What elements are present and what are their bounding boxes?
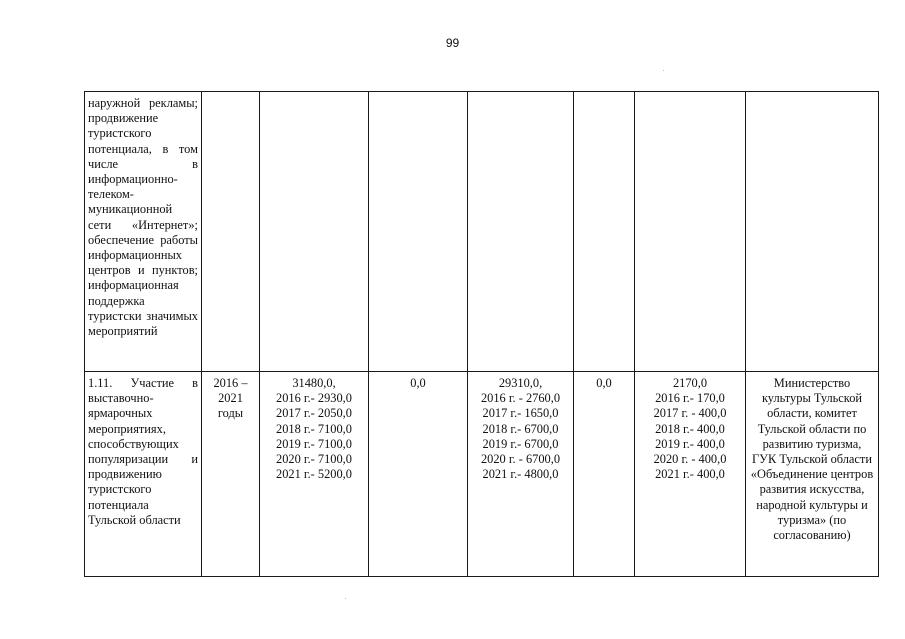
funding-col5-sum: 29310,0, [498,376,543,390]
responsible-executors-cell: Министерство культуры Тульской области, комитет Тульской области по развитию туризма, ГУК Тульской области «Объединение центров развития искусства, народной культуры и туризма» (по согласованию) [746,372,879,577]
total-funding-sum: 31480,0, [292,376,336,390]
funding-col7-cell [635,372,746,577]
period-cell: 2016 – 2021 годы [202,372,260,577]
funding-col5-year: 2017 г.- 1650,0 [482,406,559,421]
total-funding-year: 2019 г.- 7100,0 [276,436,352,451]
empty-cell [468,92,574,372]
total-funding-year: 2016 г.- 2930,0 [276,391,352,406]
total-funding-year: 2020 г.- 7100,0 [276,452,352,467]
funding-col7-year: 2020 г. - 400,0 [653,452,727,467]
total-funding-year: 2018 г.- 7100,0 [276,421,352,436]
funding-col7-year: 2016 г.- 170,0 [655,391,725,406]
funding-col6-cell: 0,0 [574,372,635,577]
empty-cell [635,92,746,372]
funding-col5-year: 2018 г.- 6700,0 [482,421,559,436]
table-row [85,372,879,577]
measure-description-continued: наружной рекламы; продвижение туристского потенциала, в том числе в информационно-телеком-муникационной сети «Интернет»; обеспечение работы информационных центров и пунктов; информационная поддержка туристски значимых мероприятий [85,92,202,372]
funding-col7-year: 2021 г.- 400,0 [655,467,725,482]
empty-cell [369,92,468,372]
total-funding-year: 2021 г.- 5200,0 [276,467,352,482]
scan-artifact [345,598,346,599]
empty-cell [260,92,369,372]
total-funding-cell [260,372,369,577]
empty-cell [746,92,879,372]
total-funding-year: 2017 г.- 2050,0 [276,406,352,421]
funding-col5-year: 2019 г.- 6700,0 [482,436,559,451]
funding-col4-cell: 0,0 [369,372,468,577]
page-number: 99 [445,36,460,50]
empty-cell [202,92,260,372]
empty-cell [574,92,635,372]
funding-col5-year: 2021 г.- 4800,0 [482,467,559,482]
funding-col7-sum: 2170,0 [672,376,708,390]
funding-col7-year: 2017 г. - 400,0 [653,406,727,421]
program-measures-table [84,91,879,577]
measure-description: 1.11. Участие в выставочно-ярмарочных мероприятиях, способствующих популяризации и продвижению туристского потенциала Тульской области [85,372,202,577]
scan-artifact [663,70,664,71]
table-row [85,92,879,372]
funding-col5-cell [468,372,574,577]
funding-col5-year: 2020 г. - 6700,0 [480,452,561,467]
funding-col7-year: 2018 г.- 400,0 [655,421,725,436]
funding-col5-year: 2016 г. - 2760,0 [480,391,561,406]
funding-col7-year: 2019 г.- 400,0 [655,436,725,451]
